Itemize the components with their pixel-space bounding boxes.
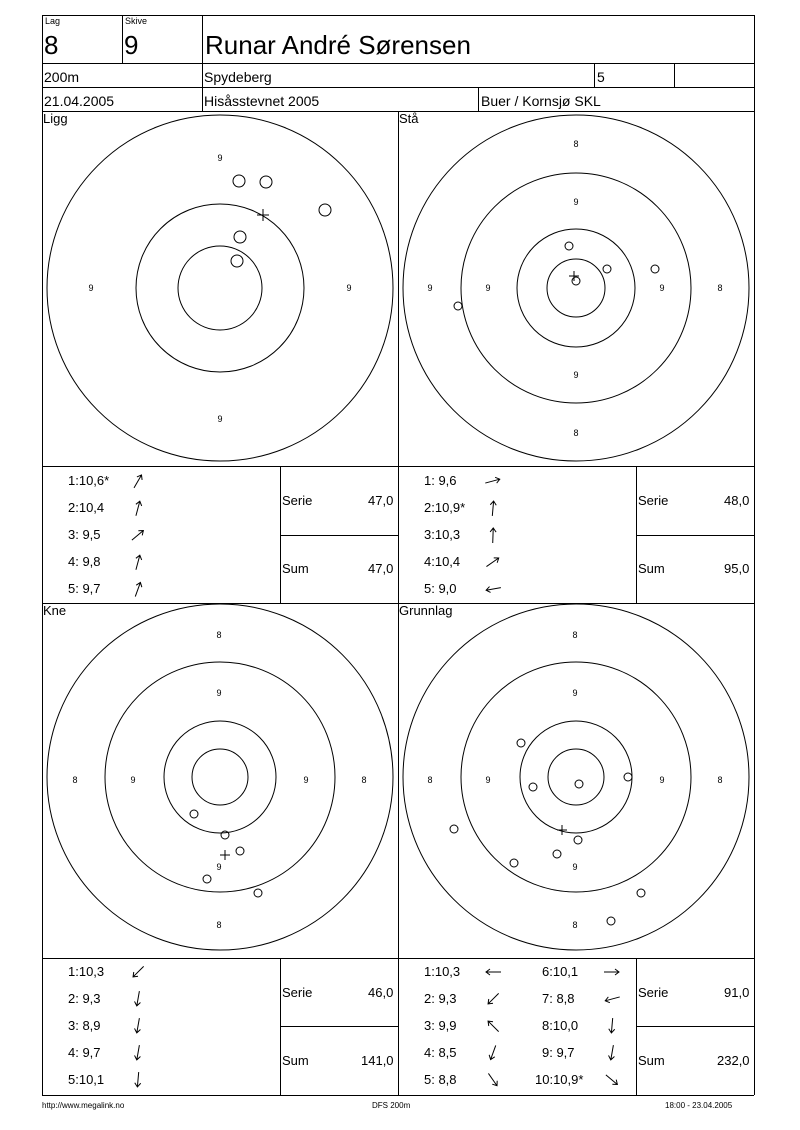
serie-value: 48,0 (724, 493, 750, 508)
shot-number: 1: (424, 473, 435, 488)
shot-hole (565, 242, 573, 250)
shot-number: 4: (424, 554, 435, 569)
shot-value: 10,1 (552, 964, 579, 979)
ring (136, 204, 304, 372)
ring (517, 229, 635, 347)
shot-number: 1: (68, 473, 79, 488)
ring-label: 8 (717, 775, 723, 785)
shot-number: 2: (424, 991, 435, 1006)
shot-number: 1: (424, 964, 435, 979)
sum-label: Sum (282, 1053, 309, 1068)
shot-value: 9,8 (78, 554, 101, 569)
shot-number: 3: (68, 527, 79, 542)
ring (192, 749, 248, 805)
ring (47, 115, 393, 461)
shot-hole (624, 773, 632, 781)
shot-value: 9,6 (434, 473, 457, 488)
shot-number: 4: (68, 1045, 79, 1060)
shot-hole (574, 836, 582, 844)
serie-label: Serie (282, 985, 313, 1000)
shot-number: 8: (542, 1018, 553, 1033)
mean-point-cross (569, 271, 579, 281)
shot-hole (234, 231, 246, 243)
shot-number: 4: (424, 1045, 435, 1060)
shot-value: 10,0 (552, 1018, 579, 1033)
target-grunnlag (398, 603, 754, 958)
mean-point-cross (257, 209, 269, 221)
ring-label: 8 (572, 920, 578, 930)
shot-direction-arrow-icon (602, 989, 622, 1009)
ring-label: 8 (572, 630, 578, 640)
shot-direction-arrow-icon (483, 471, 503, 491)
ring (47, 604, 393, 950)
target-sta (398, 111, 754, 466)
shot-number: 5: (68, 581, 79, 596)
sum-value: 47,0 (368, 561, 394, 576)
ring (403, 115, 749, 461)
shot-hole (260, 176, 272, 188)
shot-direction-arrow-icon (602, 962, 622, 982)
footer-url: http://www.megalink.no (42, 1101, 125, 1110)
sum-label: Sum (282, 561, 309, 576)
ring-label: 8 (717, 283, 723, 293)
sum-value: 232,0 (717, 1053, 750, 1068)
shot-hole (254, 889, 262, 897)
sum-label: Sum (638, 561, 665, 576)
shot-direction-arrow-icon (483, 1070, 503, 1090)
shot-hole (319, 204, 331, 216)
ring-label: 8 (216, 630, 222, 640)
shot-number: 6: (542, 964, 553, 979)
shot-hole (572, 277, 580, 285)
shot-value: 9,0 (434, 581, 457, 596)
ring (178, 246, 262, 330)
ring-label: 9 (130, 775, 136, 785)
shot-hole (454, 302, 462, 310)
shot-number: 10: (535, 1072, 554, 1087)
ring-label: 8 (361, 775, 367, 785)
shot-hole (529, 783, 537, 791)
shot-hole (190, 810, 198, 818)
ring-label: 9 (88, 283, 94, 293)
shot-direction-arrow-icon (602, 1016, 622, 1036)
shot-number: 2: (68, 991, 79, 1006)
ring (520, 721, 632, 833)
shot-direction-arrow-icon (483, 498, 503, 518)
shot-number: 3: (424, 1018, 435, 1033)
shot-number: 2: (68, 500, 79, 515)
place: Spydeberg (204, 69, 272, 85)
lag-label: Lag (45, 16, 61, 26)
shot-direction-arrow-icon (128, 498, 148, 518)
shot-number: 5: (424, 1072, 435, 1087)
shot-number: 3: (68, 1018, 79, 1033)
ring-label: 9 (303, 775, 309, 785)
ring-label: 9 (485, 283, 491, 293)
shot-value: 8,8 (552, 991, 575, 1006)
mean-point-cross (557, 825, 567, 835)
shot-value: 8,5 (434, 1045, 457, 1060)
shot-number: 3: (424, 527, 435, 542)
skive-label: Skive (125, 16, 148, 26)
panel-title-grunnlag: Grunnlag (399, 603, 453, 618)
shot-hole (651, 265, 659, 273)
panel-title-sta: Stå (399, 111, 419, 126)
shot-hole (450, 825, 458, 833)
shot-hole (607, 917, 615, 925)
mean-point-cross (220, 850, 230, 860)
shot-value: 10,3 (78, 964, 105, 979)
shot-hole (510, 859, 518, 867)
club-name: Buer / Kornsjø SKL (481, 93, 601, 109)
shot-value: 9,3 (78, 991, 101, 1006)
distance: 200m (44, 69, 80, 85)
shot-hole (575, 780, 583, 788)
ring (461, 173, 691, 403)
shot-direction-arrow-icon (602, 1070, 622, 1090)
date: 21.04.2005 (44, 93, 115, 109)
ring-label: 8 (573, 139, 579, 149)
event-name: Hisåsstevnet 2005 (204, 93, 320, 109)
shot-direction-arrow-icon (128, 989, 148, 1009)
shot-direction-arrow-icon (483, 552, 503, 572)
ring-label: 9 (217, 153, 223, 163)
shot-number: 2: (424, 500, 435, 515)
target-ligg (42, 111, 398, 466)
shot-value: 9,9 (434, 1018, 457, 1033)
ring (547, 259, 605, 317)
ring-label: 9 (427, 283, 433, 293)
ring-label: 9 (572, 688, 578, 698)
shot-number: 9: (542, 1045, 553, 1060)
ring-label: 9 (217, 414, 223, 424)
sum-value: 141,0 (361, 1053, 394, 1068)
shot-direction-arrow-icon (483, 962, 503, 982)
shot-direction-arrow-icon (483, 579, 503, 599)
ring-label: 9 (659, 775, 665, 785)
shot-value: 10,6* (78, 473, 110, 488)
serie-value: 46,0 (368, 985, 394, 1000)
shot-hole (517, 739, 525, 747)
shot-hole (233, 175, 245, 187)
target-kne (42, 603, 398, 958)
shot-value: 8,9 (78, 1018, 101, 1033)
shot-number: 4: (68, 554, 79, 569)
shot-direction-arrow-icon (483, 525, 503, 545)
shot-direction-arrow-icon (128, 471, 148, 491)
shot-direction-arrow-icon (602, 1043, 622, 1063)
ring-label: 9 (659, 283, 665, 293)
panel-title-ligg: Ligg (43, 111, 68, 126)
sum-value: 95,0 (724, 561, 750, 576)
shot-hole (231, 255, 243, 267)
ring (548, 749, 604, 805)
shot-value: 10,9* (553, 1072, 584, 1087)
shot-direction-arrow-icon (128, 552, 148, 572)
ring-label: 9 (573, 370, 579, 380)
ring-label: 9 (485, 775, 491, 785)
serie-label: Serie (282, 493, 313, 508)
shot-value: 10,3 (434, 527, 461, 542)
shot-value: 9,5 (78, 527, 101, 542)
ring-label: 9 (572, 862, 578, 872)
ring-label: 9 (573, 197, 579, 207)
shot-direction-arrow-icon (128, 579, 148, 599)
shot-direction-arrow-icon (483, 1016, 503, 1036)
shot-direction-arrow-icon (483, 1043, 503, 1063)
footer-center: DFS 200m (372, 1101, 411, 1110)
shooter-name: Runar André Sørensen (205, 30, 471, 60)
ring-label: 8 (573, 428, 579, 438)
skive-value: 9 (124, 30, 139, 60)
shot-hole (637, 889, 645, 897)
shot-direction-arrow-icon (483, 989, 503, 1009)
shot-hole (236, 847, 244, 855)
shot-number: 7: (542, 991, 553, 1006)
class-number: 5 (597, 69, 605, 85)
shot-direction-arrow-icon (128, 525, 148, 545)
shot-number: 1: (68, 964, 79, 979)
shot-hole (603, 265, 611, 273)
ring-label: 8 (427, 775, 433, 785)
shot-number: 5: (424, 581, 435, 596)
ring-label: 9 (216, 862, 222, 872)
ring-label: 8 (72, 775, 78, 785)
serie-value: 91,0 (724, 985, 750, 1000)
shot-value: 9,7 (78, 1045, 101, 1060)
shot-hole (203, 875, 211, 883)
shot-number: 5: (68, 1072, 79, 1087)
shot-direction-arrow-icon (128, 1043, 148, 1063)
shot-value: 10,3 (434, 964, 461, 979)
shot-value: 9,7 (552, 1045, 575, 1060)
shot-direction-arrow-icon (128, 1016, 148, 1036)
shot-direction-arrow-icon (128, 962, 148, 982)
serie-label: Serie (638, 985, 669, 1000)
shot-value: 8,8 (434, 1072, 457, 1087)
lag-value: 8 (44, 30, 59, 60)
ring (164, 721, 276, 833)
ring-label: 8 (216, 920, 222, 930)
footer-timestamp: 18:00 - 23.04.2005 (665, 1101, 733, 1110)
ring-label: 9 (216, 688, 222, 698)
shot-direction-arrow-icon (128, 1070, 148, 1090)
ring-label: 9 (346, 283, 352, 293)
shot-value: 10,1 (78, 1072, 105, 1087)
shot-value: 9,3 (434, 991, 457, 1006)
shot-value: 9,7 (78, 581, 101, 596)
serie-value: 47,0 (368, 493, 394, 508)
shot-value: 10,4 (434, 554, 461, 569)
panel-title-kne: Kne (43, 603, 67, 618)
shot-hole (221, 831, 229, 839)
shot-value: 10,4 (78, 500, 105, 515)
ring (403, 604, 749, 950)
serie-label: Serie (638, 493, 669, 508)
shot-value: 10,9* (434, 500, 466, 515)
shot-hole (553, 850, 561, 858)
sum-label: Sum (638, 1053, 665, 1068)
